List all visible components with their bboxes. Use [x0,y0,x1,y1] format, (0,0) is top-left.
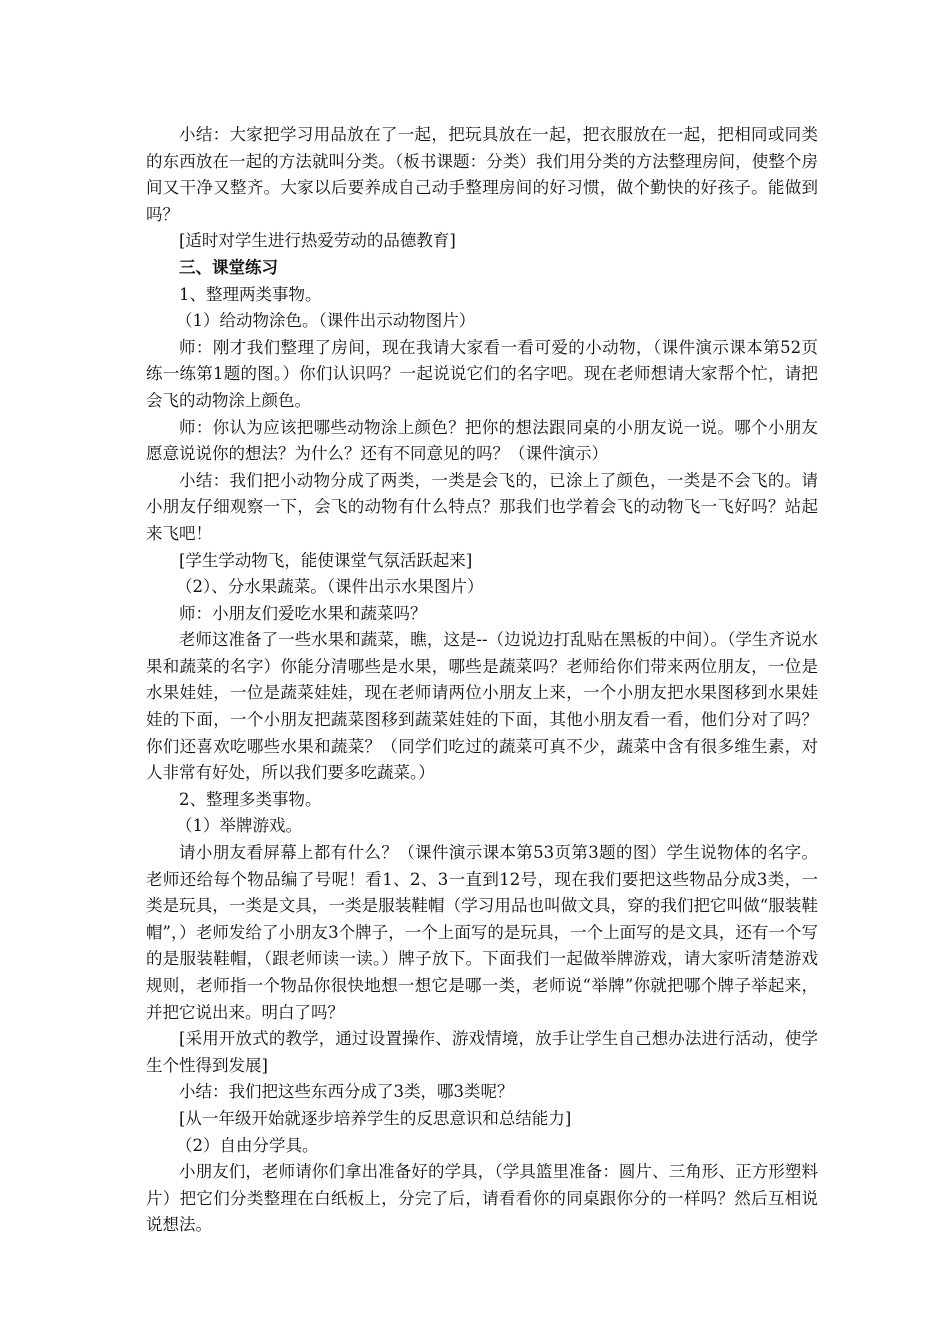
subheading-two-categories: 1、整理两类事物。 [179,284,322,304]
paragraph-free-sorting-description: 小朋友们，老师请你们拿出准备好的学具，（学具篮里准备：圆片、三角形、正方形塑料片）把它们分类整理在白纸板上，分完了后，请看看你的同桌跟你分的一样吗？然后互相说说想法。 [146,1162,818,1235]
section-heading-classroom-practice: 三、课堂练习 [179,257,278,277]
paragraph-note-open-teaching: [采用开放式的教学，通过设置操作、游戏情境，放手让学生自己想办法进行活动，使学生个性得到发展] [146,1029,818,1075]
item-color-animals: （1）给动物涂色。（课件出示动物图片） [176,311,476,331]
paragraph-fruit-activity: 老师这准备了一些水果和蔬菜，瞧，这是--（边说边打乱贴在黑板的中间）。（学生齐说水果和蔬菜的名字）你能分清哪些是水果，哪些是蔬菜吗？老师给你们带来两位朋友，一位是水果娃娃，一位是蔬菜娃娃，现在老师请两位小朋友上来，一个小朋友把水果图移到水果娃娃的下面，一个小朋友把蔬菜图移到蔬菜娃娃的下面，其他小朋友看一看，他们分对了吗？你们还喜欢吃哪些水果和蔬菜？（同学们吃过的蔬菜可真不少，蔬菜中含有很多维生素，对人非常有好处，所以我们要多吃蔬菜。） [146,630,818,783]
item-free-sorting: （2）自由分学具。 [176,1135,319,1155]
item-sign-game: （1）举牌游戏。 [176,816,302,836]
paragraph-summary-classification: 小结：大家把学习用品放在了一起，把玩具放在一起，把衣服放在一起，把相同或同类的东西放在一起的方法就叫分类。（板书课题：分类）我们用分类的方法整理房间，使整个房间又干净又整齐。大家以后要养成自己动手整理房间的好习惯，做个勤快的好孩子。能做到吗？ [146,125,818,224]
paragraph-note-labor-education: [适时对学生进行热爱劳动的品德教育] [179,231,456,251]
paragraph-note-animal-flying: [学生学动物飞，能使课堂气氛活跃起来] [179,550,473,570]
paragraph-teacher-animals: 师：刚才我们整理了房间，现在我请大家看一看可爱的小动物，（课件演示课本第52页练一练第1题的图。）你们认识吗？一起说说它们的名字吧。现在老师想请大家帮个忙，请把会飞的动物涂上颜色。 [146,337,818,410]
paragraph-summary-animals: 小结：我们把小动物分成了两类，一类是会飞的，已涂上了颜色，一类是不会飞的。请小朋友仔细观察一下，会飞的动物有什么特点？那我们也学着会飞的动物飞一飞好吗？站起来飞吧！ [146,470,818,543]
item-fruit-vegetables: （2）、分水果蔬菜。（课件出示水果图片） [176,577,484,597]
document-body [146,122,818,1239]
paragraph-sign-game-description: 请小朋友看屏幕上都有什么？（课件演示课本第53页第3题的图）学生说物体的名字。老师还给每个物品编了号呢！看1、2、3一直到12号，现在我们要把这些物品分成3类，一类是玩具，一类是文具，一类是服装鞋帽（学习用品也叫做文具，穿的我们把它叫做“服装鞋帽”，）老师发给了小朋友3个牌子，一个上面写的是玩具，一个上面写的是文具，还有一个写的是服装鞋帽，（跟老师读一读。）牌子放下。下面我们一起做举牌游戏，请大家听清楚游戏规则，老师指一个物品你很快地想一想它是哪一类，老师说“举牌”你就把哪个牌子举起来，并把它说出来。明白了吗？ [146,843,818,1022]
paragraph-summary-three-categories: 小结：我们把这些东西分成了3类，哪3类呢？ [179,1082,514,1102]
paragraph-teacher-question: 师：你认为应该把哪些动物涂上颜色？把你的想法跟同桌的小朋友说一说。哪个小朋友愿意说说你的想法？为什么？还有不同意见的吗？（课件演示） [146,417,818,464]
paragraph-note-reflection: [从一年级开始就逐步培养学生的反思意识和总结能力] [179,1108,572,1128]
subheading-multiple-categories: 2、整理多类事物。 [179,789,322,809]
paragraph-teacher-fruit-question: 师：小朋友们爱吃水果和蔬菜吗？ [179,603,427,623]
